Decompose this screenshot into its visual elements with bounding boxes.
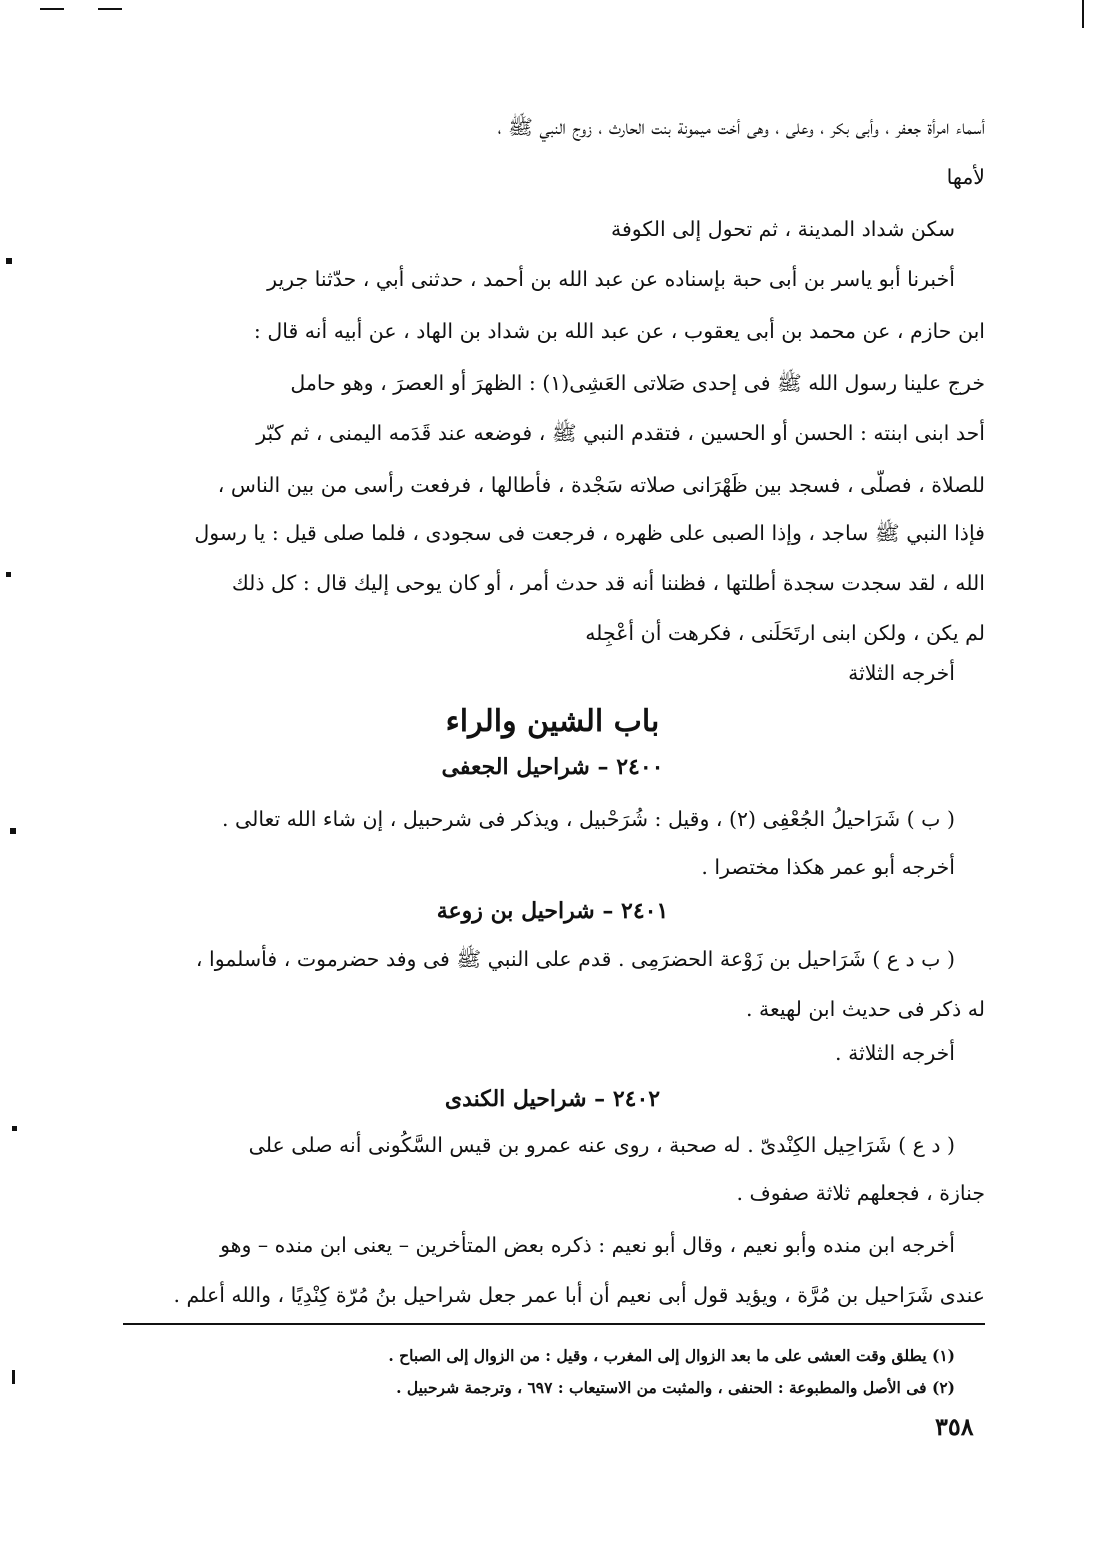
entry-2401-title: ٢٤٠١ – شراحيل بن زوعة xyxy=(436,898,669,924)
footnote-1: (١) يطلق وقت العشى على ما بعد الزوال إلى المغرب ، وقيل : من الزوال إلى الصباح . xyxy=(388,1346,955,1365)
scan-mark-top-right xyxy=(1082,0,1084,28)
entry-2402-line-2: جنازة ، فجعلهم ثلاثة صفوف . xyxy=(736,1181,985,1205)
scan-dot-3 xyxy=(10,828,16,834)
entry-2400-title: ٢٤٠٠ – شراحيل الجعفى xyxy=(441,754,664,780)
body-line-3: سكن شداد المدينة ، ثم تحول إلى الكوفة xyxy=(611,217,955,241)
entry-2401-line-3: أخرجه الثلاثة . xyxy=(835,1041,955,1065)
entry-2401-line-2: له ذكر فى حديث ابن لهيعة . xyxy=(746,997,985,1021)
footnote-divider xyxy=(123,1323,985,1325)
footnote-2: (٢) فى الأصل والمطبوعة : الحنفى ، والمثبت من الاستيعاب : ٦٩٧ ، وترجمة شرحبيل . xyxy=(396,1378,955,1397)
body-line-6: خرج علينا رسول الله ﷺ فى إحدى صَلاتى العَشِى(١) : الظهرَ أو العصرَ ، وهو حامل xyxy=(290,371,985,395)
body-line-10: الله ، لقد سجدت سجدة أطلتها ، فظننا أنه قد حدث أمر ، أو كان يوحى إليك قال : كل ذلك xyxy=(231,571,985,595)
body-line-2: لأمها xyxy=(946,165,985,189)
entry-2402-line-3: أخرجه ابن منده وأبو نعيم ، وقال أبو نعيم : ذكره بعض المتأخرين – يعنى ابن منده – وهو xyxy=(220,1233,955,1257)
body-line-8: للصلاة ، فصلّى ، فسجد بين ظَهْرَانى صلاته سَجْدة ، فأطالها ، فرفعت رأسى من بين الناس ، xyxy=(217,473,985,497)
body-line-4: أخبرنا أبو ياسر بن أبى حبة بإسناده عن عبد الله بن أحمد ، حدثنى أبي ، حدّثنا جرير xyxy=(267,267,955,291)
page-number: ٣٥٨ xyxy=(935,1412,974,1441)
body-line-7: أحد ابنى ابنته : الحسن أو الحسين ، فتقدم النبي ﷺ ، فوضعه عند قَدَمه اليمنى ، ثم كبّر xyxy=(256,421,985,445)
entry-2401-line-1: ( ب د ع ) شَرَاحيل بن زَوْعة الحضرَمِى . قدم على النبي ﷺ فى وفد حضرموت ، فأسلموا ، xyxy=(195,947,955,971)
scan-mark-top-middle xyxy=(98,8,122,10)
scan-dot-4 xyxy=(12,1126,17,1131)
body-line-5: ابن حازم ، عن محمد بن أبى يعقوب ، عن عبد الله بن شداد بن الهاد ، عن أبيه أنه قال : xyxy=(253,319,985,343)
entry-2400-line-1: ( ب ) شَرَاحيلُ الجُعْفِى (٢) ، وقيل : شُرَحْبيل ، ويذكر فى شرحبيل ، إن شاء الله تعالى . xyxy=(221,807,955,831)
body-line-9: فإذا النبي ﷺ ساجد ، وإذا الصبى على ظهره ، فرجعت فى سجودى ، فلما صلى قيل : يا رسول xyxy=(194,521,985,545)
body-line-12: أخرجه الثلاثة xyxy=(848,661,955,685)
body-line-11: لم يكن ، ولكن ابنى ارتَحَلَنى ، فكرهت أن أعْجِله xyxy=(585,621,985,645)
entry-2402-title: ٢٤٠٢ – شراحيل الكندى xyxy=(444,1086,661,1112)
scan-dot-2 xyxy=(6,572,11,577)
scan-mark-top-left xyxy=(40,8,64,10)
entry-2402-line-1: ( د ع ) شَرَاحِيل الكِنْدىّ . له صحبة ، روى عنه عمرو بن قيس السَّكُونى أنه صلى على xyxy=(248,1133,955,1157)
entry-2402-line-4: عندى شَرَاحيل بن مُرَّة ، ويؤيد قول أبى نعيم أن أبا عمر جعل شراحيل بنُ مُرّة كِنْدِيًا ، والله أعلم . xyxy=(173,1283,985,1307)
scan-dot-5 xyxy=(12,1370,15,1384)
entry-2400-line-2: أخرجه أبو عمر هكذا مختصرا . xyxy=(701,855,955,879)
body-line-1: أسماء امرأة جعفر ، وأبى بكر ، وعلى ، وهى أخت ميمونة بنت الحارث ، زوج النبي ﷺ ، xyxy=(497,115,985,139)
chapter-title: باب الشين والراء xyxy=(445,704,660,739)
scan-dot-1 xyxy=(6,258,12,264)
